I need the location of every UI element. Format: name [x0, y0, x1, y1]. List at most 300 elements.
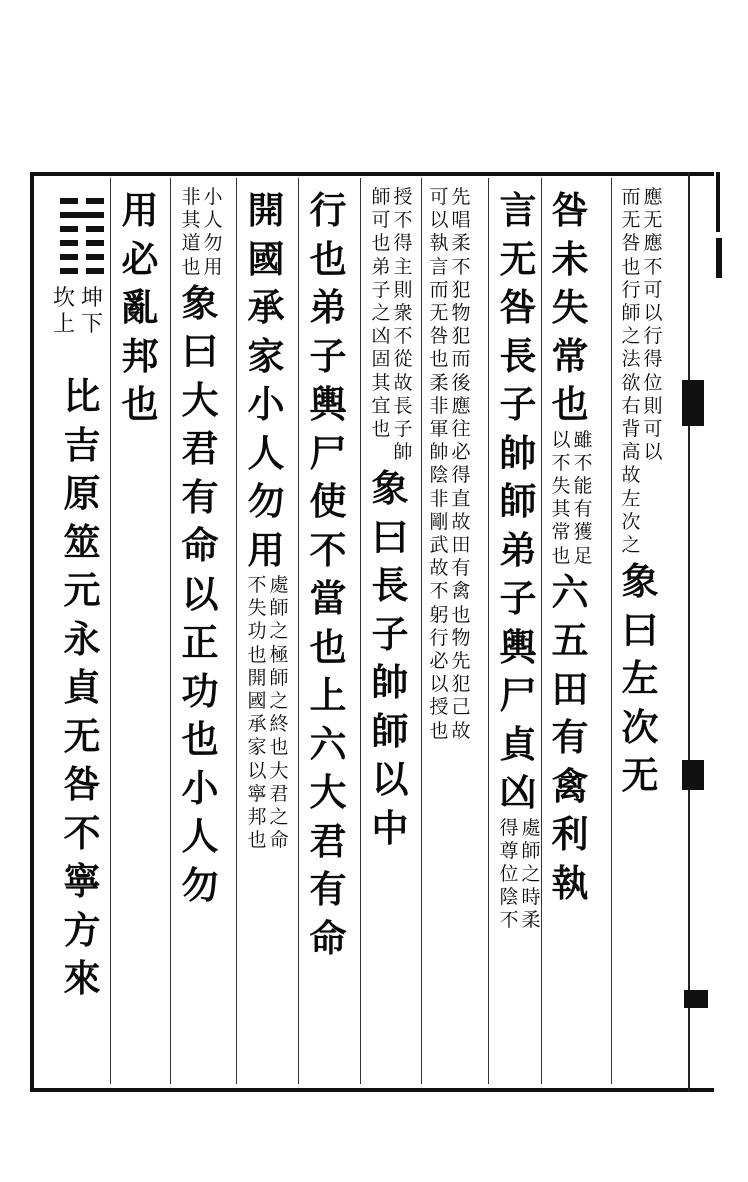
glyph: 雖: [573, 428, 593, 451]
glyph: 吉: [63, 422, 101, 467]
glyph: 以: [643, 441, 663, 464]
commentary-line: [180, 186, 202, 279]
glyph: 故: [451, 510, 471, 533]
glyph: 之: [269, 620, 289, 643]
glyph: 往: [451, 418, 471, 441]
glyph: 用: [203, 255, 223, 278]
glyph: 物: [451, 302, 471, 325]
glyph: 其: [551, 498, 571, 521]
glyph: 君: [309, 818, 347, 863]
commentary-line: [572, 429, 594, 568]
text-column-3: [494, 186, 542, 933]
glyph: 之: [269, 806, 289, 829]
glyph: 師: [269, 666, 289, 689]
column-divider: [110, 178, 111, 1084]
glyph: 也: [181, 255, 201, 278]
glyph: 未: [551, 236, 589, 281]
glyph: 弟: [499, 527, 537, 572]
commentary-line: [520, 817, 542, 933]
glyph: 師: [621, 302, 641, 325]
glyph: 貞: [63, 665, 101, 709]
glyph: 唱: [451, 209, 471, 232]
glyph: 先: [451, 650, 471, 673]
glyph: 大: [309, 770, 347, 814]
glyph: 也: [309, 624, 347, 669]
glyph: 位: [643, 371, 663, 394]
glyph: 功: [181, 668, 219, 713]
glyph: 之: [371, 302, 391, 325]
glyph: 中: [371, 805, 409, 850]
glyph: 武: [429, 534, 449, 557]
glyph: 而: [621, 186, 641, 208]
glyph: 固: [371, 348, 391, 371]
glyph: 終: [269, 713, 289, 736]
glyph: 處: [269, 574, 289, 596]
glyph: 物: [451, 626, 471, 649]
glyph: 足: [573, 544, 593, 567]
glyph: 故: [621, 464, 641, 487]
glyph: 曰: [371, 514, 409, 559]
glyph: 君: [269, 782, 289, 805]
glyph: 軍: [429, 418, 449, 441]
glyph: 弟: [371, 255, 391, 278]
glyph: 故: [393, 371, 413, 394]
glyph: 輿: [309, 382, 347, 426]
glyph: 无: [499, 236, 537, 281]
main-text: [176, 279, 224, 910]
glyph: 坤: [80, 286, 103, 311]
glyph: 筮: [63, 519, 101, 564]
glyph: 小: [181, 765, 219, 810]
glyph: 帥: [371, 660, 409, 705]
glyph: 也: [121, 382, 159, 426]
glyph: 得: [499, 816, 519, 839]
glyph: 必: [451, 441, 471, 464]
glyph: 不: [451, 255, 471, 278]
glyph: 人: [181, 814, 219, 859]
glyph: 大: [181, 377, 219, 422]
page-frame-right-margin: [688, 172, 714, 1092]
glyph: 有: [551, 715, 589, 760]
column-divider: [360, 178, 361, 1084]
glyph: 无: [643, 209, 663, 232]
glyph: 獲: [573, 521, 593, 544]
glyph: 執: [551, 860, 589, 905]
glyph: 也: [269, 736, 289, 759]
glyph: 師: [269, 597, 289, 620]
glyph: 不: [551, 451, 571, 474]
commentary-line: [550, 429, 572, 568]
glyph: 失: [551, 474, 571, 497]
glyph: 之: [621, 534, 641, 557]
glyph: 而: [429, 278, 449, 301]
glyph: 邦: [247, 806, 267, 829]
glyph: 六: [551, 569, 589, 614]
glyph: 咎: [429, 325, 449, 348]
glyph: 輿: [499, 624, 537, 669]
text-column-9: [116, 186, 164, 429]
glyph: 有: [451, 557, 471, 580]
glyph: 无: [63, 713, 101, 758]
glyph: 咎: [551, 188, 589, 232]
glyph: 家: [247, 736, 267, 759]
trigram-lower-label: [80, 286, 104, 338]
glyph: 凶: [371, 325, 391, 348]
glyph: 大: [269, 759, 289, 782]
glyph: 處: [521, 816, 541, 839]
main-text: [242, 186, 290, 574]
glyph: 之: [269, 690, 289, 713]
glyph: 用: [247, 527, 285, 572]
glyph: 之: [621, 325, 641, 348]
glyph: 邦: [121, 333, 159, 378]
glyph: 時: [521, 886, 541, 909]
glyph: 承: [247, 713, 267, 736]
glyph: 柔: [429, 371, 449, 394]
glyph: 有: [573, 498, 593, 521]
glyph: 亂: [121, 285, 159, 329]
glyph: 極: [269, 643, 289, 666]
glyph: 曰: [621, 607, 659, 652]
column-divider: [170, 178, 171, 1084]
glyph: 寧: [247, 782, 267, 805]
glyph: 之: [521, 862, 541, 885]
glyph: 言: [429, 255, 449, 278]
glyph: 禽: [551, 763, 589, 808]
glyph: 承: [247, 285, 285, 329]
glyph: 其: [371, 371, 391, 394]
glyph: 陰: [499, 886, 519, 909]
glyph: 原: [63, 471, 101, 515]
column-divider: [611, 178, 612, 1084]
glyph: 當: [309, 576, 347, 620]
glyph: 道: [181, 232, 201, 255]
commentary-line: [428, 186, 450, 743]
glyph: 人: [247, 430, 285, 475]
glyph: 來: [63, 956, 101, 1000]
glyph: 也: [429, 348, 449, 371]
text-column-6: [304, 186, 352, 962]
glyph: 利: [551, 812, 589, 857]
glyph: 上: [309, 673, 347, 717]
glyph: 尊: [499, 839, 519, 862]
commentary-line: [392, 186, 414, 464]
glyph: 功: [247, 620, 267, 643]
glyph: 長: [499, 333, 537, 378]
glyph: 咎: [63, 762, 101, 806]
glyph: 命: [309, 915, 347, 960]
glyph: 不: [643, 255, 663, 278]
glyph: 行: [643, 325, 663, 348]
glyph: 也: [451, 603, 471, 626]
glyph: 以: [181, 571, 219, 616]
main-text: [616, 557, 664, 800]
main-text: [494, 186, 542, 817]
glyph: 曰: [181, 329, 219, 374]
text-column-4: [428, 186, 472, 743]
glyph: 不: [393, 209, 413, 232]
glyph: 以: [429, 673, 449, 696]
glyph: 失: [247, 597, 267, 620]
glyph: 柔: [521, 909, 541, 932]
glyph: 正: [181, 620, 219, 665]
glyph: 无: [429, 302, 449, 325]
glyph: 田: [451, 534, 471, 557]
glyph: 法: [621, 348, 641, 371]
glyph: 以: [643, 302, 663, 325]
glyph: 禽: [451, 580, 471, 603]
text-column-8: [176, 186, 224, 909]
glyph: 則: [393, 278, 413, 301]
glyph: 開: [247, 188, 285, 232]
glyph: 勿: [247, 479, 285, 523]
glyph: 命: [269, 829, 289, 852]
glyph: 凶: [499, 770, 537, 814]
glyph: 授: [393, 186, 413, 208]
glyph: 不: [429, 580, 449, 603]
glyph: 尸: [499, 673, 537, 717]
glyph: 上: [52, 312, 75, 337]
glyph: 帥: [499, 430, 537, 475]
glyph: 子: [371, 278, 391, 301]
glyph: 失: [551, 285, 589, 329]
commentary-line: [268, 574, 290, 852]
text-column-10: [58, 372, 106, 1003]
glyph: 左: [621, 487, 641, 510]
glyph: 欲: [621, 371, 641, 394]
glyph: 元: [63, 568, 101, 612]
main-text: [116, 186, 164, 429]
glyph: 主: [393, 255, 413, 278]
glyph: 從: [393, 348, 413, 371]
glyph: 弟: [309, 285, 347, 329]
glyph: 得: [451, 464, 471, 487]
trigram-upper-label: [52, 286, 76, 338]
glyph: 後: [451, 371, 471, 394]
glyph: 勿: [181, 862, 219, 907]
glyph: 也: [621, 255, 641, 278]
glyph: 背: [621, 418, 641, 441]
text-column-7: [242, 186, 290, 852]
glyph: 不: [309, 527, 347, 572]
glyph: 也: [181, 717, 219, 762]
glyph: 衆: [393, 302, 413, 325]
glyph: 永: [63, 616, 101, 661]
glyph: 五: [551, 618, 589, 663]
glyph: 寧: [63, 859, 101, 903]
glyph: 次: [621, 510, 641, 533]
glyph: 右: [621, 394, 641, 417]
edge-mark: [684, 990, 708, 1008]
glyph: 則: [643, 394, 663, 417]
glyph: 不: [393, 325, 413, 348]
glyph: 可: [371, 209, 391, 232]
glyph: 帥: [393, 441, 413, 464]
commentary-line: [450, 186, 472, 743]
glyph: 應: [643, 186, 663, 208]
glyph: 躬: [429, 603, 449, 626]
glyph: 勿: [203, 232, 223, 255]
glyph: 柔: [451, 232, 471, 255]
glyph: 也: [551, 544, 571, 567]
hexagram-bi-icon: [60, 198, 104, 282]
commentary-block: [366, 186, 414, 464]
glyph: 可: [643, 278, 663, 301]
column-divider: [421, 178, 422, 1084]
glyph: 田: [551, 666, 589, 711]
glyph: 有: [181, 474, 219, 519]
glyph: 而: [451, 348, 471, 371]
glyph: 長: [371, 563, 409, 608]
glyph: 象: [181, 280, 219, 325]
commentary-block: [428, 186, 472, 743]
glyph: 以: [429, 209, 449, 232]
glyph: 應: [643, 232, 663, 255]
glyph: 咎: [499, 285, 537, 329]
commentary-line: [246, 574, 268, 852]
edge-mark: [716, 238, 722, 278]
glyph: 行: [621, 278, 641, 301]
glyph: 己: [451, 696, 471, 719]
glyph: 也: [247, 829, 267, 852]
glyph: 長: [393, 394, 413, 417]
glyph: 次: [621, 704, 659, 749]
main-text: [304, 186, 352, 962]
glyph: 有: [309, 867, 347, 911]
glyph: 言: [499, 188, 537, 232]
commentary-line: [370, 186, 392, 464]
glyph: 開: [247, 666, 267, 689]
commentary-line: [642, 186, 664, 557]
text-column-2: [546, 186, 594, 907]
glyph: 位: [499, 862, 519, 885]
glyph: 也: [371, 232, 391, 255]
text-column-1: [616, 186, 664, 800]
commentary-block: [494, 817, 542, 933]
hexagram-text: [58, 372, 106, 1003]
main-text: [546, 186, 594, 429]
glyph: 子: [499, 382, 537, 426]
edge-mark: [682, 380, 704, 426]
commentary-block: [546, 429, 594, 568]
column-divider: [488, 178, 489, 1084]
main-text: [366, 464, 414, 852]
glyph: 必: [121, 236, 159, 281]
glyph: 執: [429, 232, 449, 255]
glyph: 无: [621, 753, 659, 798]
glyph: 也: [551, 382, 589, 426]
glyph: 先: [451, 186, 471, 208]
glyph: 故: [429, 557, 449, 580]
glyph: 以: [551, 428, 571, 451]
column-divider: [236, 178, 237, 1084]
glyph: 應: [451, 394, 471, 417]
glyph: 比: [63, 374, 101, 418]
glyph: 以: [247, 759, 267, 782]
glyph: 君: [181, 426, 219, 471]
glyph: 犯: [451, 325, 471, 348]
glyph: 不: [63, 810, 101, 855]
glyph: 其: [181, 209, 201, 232]
glyph: 授: [429, 696, 449, 719]
glyph: 行: [429, 626, 449, 649]
glyph: 也: [429, 719, 449, 742]
edge-mark: [682, 760, 704, 790]
glyph: 小: [247, 382, 285, 426]
glyph: 家: [247, 333, 285, 378]
text-column-5: [366, 186, 414, 852]
edge-mark: [716, 172, 720, 232]
glyph: 非: [429, 487, 449, 510]
glyph: 師: [521, 839, 541, 862]
glyph: 常: [551, 521, 571, 544]
commentary-block: [176, 186, 224, 279]
glyph: 犯: [451, 673, 471, 696]
glyph: 可: [429, 186, 449, 208]
glyph: 也: [309, 236, 347, 281]
glyph: 師: [499, 479, 537, 523]
glyph: 子: [309, 333, 347, 378]
glyph: 不: [499, 909, 519, 932]
glyph: 得: [643, 348, 663, 371]
glyph: 犯: [451, 278, 471, 301]
glyph: 不: [573, 451, 593, 474]
glyph: 也: [247, 643, 267, 666]
glyph: 行: [309, 188, 347, 232]
glyph: 能: [573, 474, 593, 497]
glyph: 必: [429, 650, 449, 673]
glyph: 國: [247, 690, 267, 713]
glyph: 可: [643, 418, 663, 441]
glyph: 子: [499, 576, 537, 620]
glyph: 六: [309, 721, 347, 766]
glyph: 人: [203, 209, 223, 232]
glyph: 象: [371, 466, 409, 511]
column-divider: [298, 178, 299, 1084]
glyph: 宜: [371, 394, 391, 417]
glyph: 直: [451, 487, 471, 510]
glyph: 用: [121, 188, 159, 232]
glyph: 不: [247, 574, 267, 596]
glyph: 師: [371, 186, 391, 208]
glyph: 貞: [499, 721, 537, 766]
commentary-block: [616, 186, 664, 557]
commentary-line: [202, 186, 224, 279]
glyph: 剛: [429, 510, 449, 533]
glyph: 象: [621, 559, 659, 604]
glyph: 坎: [52, 286, 75, 311]
glyph: 方: [63, 907, 101, 952]
glyph: 帥: [429, 441, 449, 464]
glyph: 子: [393, 418, 413, 441]
main-text: [546, 568, 594, 908]
glyph: 以: [371, 757, 409, 802]
glyph: 使: [309, 479, 347, 523]
glyph: 師: [371, 708, 409, 753]
glyph: 无: [621, 209, 641, 232]
glyph: 命: [181, 523, 219, 568]
commentary-line: [620, 186, 642, 557]
glyph: 小: [203, 186, 223, 208]
commentary-line: [498, 817, 520, 933]
glyph: 國: [247, 236, 285, 281]
glyph: 非: [429, 394, 449, 417]
glyph: 左: [621, 656, 659, 701]
glyph: 尸: [309, 430, 347, 475]
commentary-block: [242, 574, 290, 852]
glyph: 陰: [429, 464, 449, 487]
glyph: 子: [371, 611, 409, 656]
